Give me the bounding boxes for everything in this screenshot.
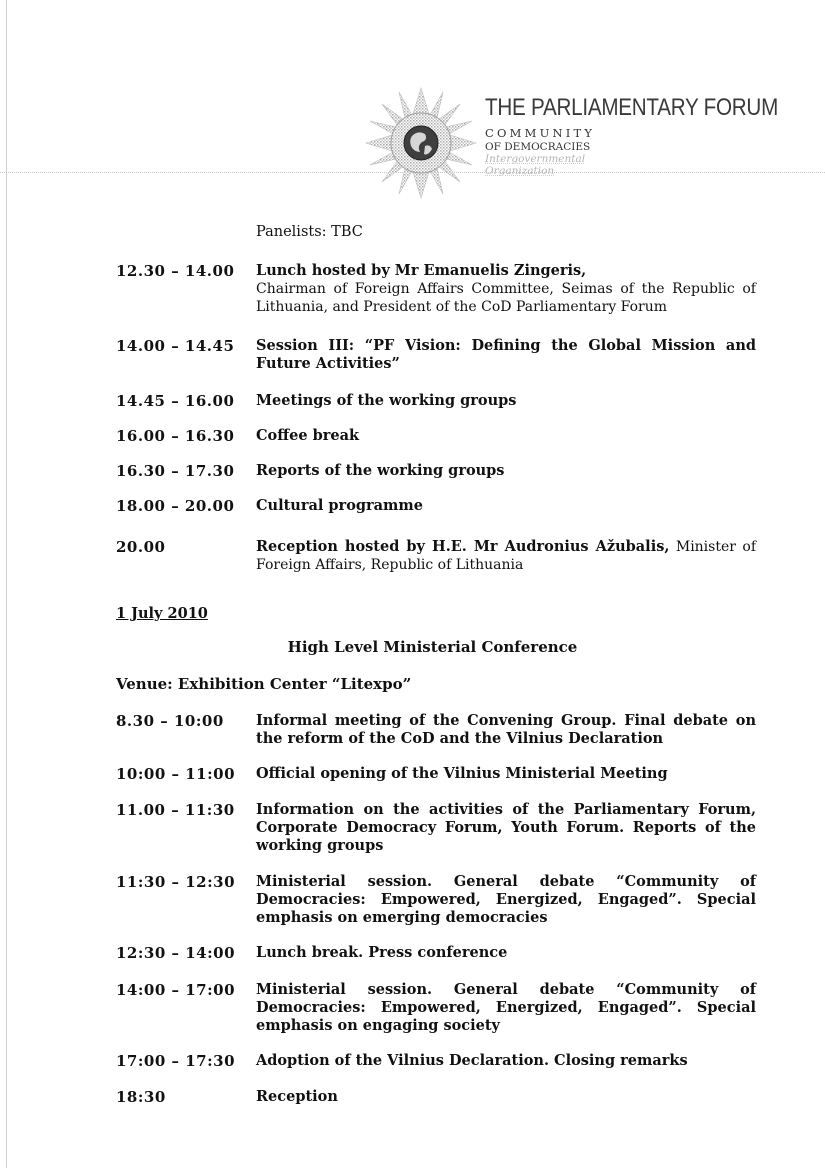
panelists-note: Panelists: TBC xyxy=(256,224,363,240)
schedule-time: 12.30 – 14.00 xyxy=(116,262,235,280)
venue-line: Venue: Exhibition Center “Litexpo” xyxy=(116,675,412,693)
schedule-title: Adoption of the Vilnius Declaration. Closing remarks xyxy=(256,1052,688,1069)
schedule-time: 16.00 – 16.30 xyxy=(116,427,235,445)
schedule-time: 12:30 – 14:00 xyxy=(116,944,236,962)
schedule-title: Ministerial session. General debate “Community of Democracies: Empowered, Energized, Engaged”. Special emphasis on engaging society xyxy=(256,981,756,1034)
brand-subtitle-intergovernmental: Intergovernmental xyxy=(485,153,586,165)
schedule-title: Official opening of the Vilnius Ministerial Meeting xyxy=(256,765,668,782)
schedule-title: Ministerial session. General debate “Community of Democracies: Empowered, Energized, Engaged”. Special emphasis on emerging democracies xyxy=(256,873,756,926)
brand-block xyxy=(485,94,825,177)
schedule-time: 18:30 xyxy=(116,1088,166,1106)
schedule-title: Reception xyxy=(256,1088,338,1105)
schedule-title: Reception hosted by H.E. Mr Audronius Ažubalis, xyxy=(256,538,670,555)
schedule-description xyxy=(256,538,756,574)
brand-subtitle-organization: Organization xyxy=(485,165,555,177)
schedule-time: 11.00 – 11:30 xyxy=(116,801,235,819)
conference-title: High Level Ministerial Conference xyxy=(287,638,578,656)
schedule-time: 14:00 – 17:00 xyxy=(116,981,236,999)
schedule-time: 14.00 – 14.45 xyxy=(116,337,235,355)
schedule-title: Informal meeting of the Convening Group. Final debate on the reform of the CoD and the Vilnius Declaration xyxy=(256,712,756,747)
schedule-time: 16.30 – 17.30 xyxy=(116,462,235,480)
schedule-title: Session III: “PF Vision: Defining the Global Mission and Future Activities” xyxy=(256,337,756,372)
schedule-time: 17:00 – 17:30 xyxy=(116,1052,236,1070)
schedule-title: Coffee break xyxy=(256,427,360,444)
scan-edge-line xyxy=(6,0,7,1168)
brand-subtitle-community: COMMUNITY xyxy=(485,126,596,140)
schedule-detail: Chairman of Foreign Affairs Committee, Seimas of the Republic of Lithuania, and President of the CoD Parliamentary Forum xyxy=(256,281,756,315)
schedule-title: Reports of the working groups xyxy=(256,462,505,479)
date-heading: 1 July 2010 xyxy=(116,605,208,622)
schedule-time: 10:00 – 11:00 xyxy=(116,765,236,783)
schedule-title: Information on the activities of the Parliamentary Forum, Corporate Democracy Forum, Youth Forum. Reports of the working groups xyxy=(256,801,756,854)
brand-title: THE PARLIAMENTARY FORUM xyxy=(485,94,779,121)
schedule-title: Lunch hosted by Mr Emanuelis Zingeris, xyxy=(256,262,587,279)
schedule-description xyxy=(256,262,756,316)
schedule-detail: Minister of Foreign Affairs, Republic of Lithuania xyxy=(256,539,756,573)
forum-emblem-icon xyxy=(362,84,480,202)
schedule-time: 11:30 – 12:30 xyxy=(116,873,236,891)
schedule-time: 20.00 xyxy=(116,538,166,556)
brand-subtitle-democracies: OF DEMOCRACIES xyxy=(485,141,591,153)
schedule-time: 18.00 – 20.00 xyxy=(116,497,235,515)
schedule-title: Cultural programme xyxy=(256,497,423,514)
schedule-title: Lunch break. Press conference xyxy=(256,944,508,961)
schedule-title: Meetings of the working groups xyxy=(256,392,517,409)
schedule-time: 8.30 – 10:00 xyxy=(116,712,224,730)
schedule-time: 14.45 – 16.00 xyxy=(116,392,235,410)
